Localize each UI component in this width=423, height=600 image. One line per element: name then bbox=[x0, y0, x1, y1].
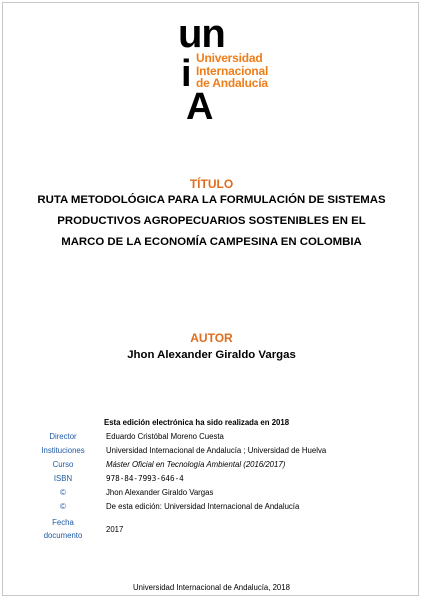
meta-label-copyright-edition: © bbox=[60, 502, 66, 511]
meta-label-date-line1: Fecha bbox=[52, 518, 74, 527]
logo-mark-a: A bbox=[186, 86, 214, 128]
logo-mark-i: i bbox=[181, 53, 192, 95]
author-name: Jhon Alexander Giraldo Vargas bbox=[127, 349, 296, 361]
document-title bbox=[0, 190, 423, 253]
author-label: AUTOR bbox=[190, 331, 233, 345]
meta-value-date: 2017 bbox=[106, 525, 124, 534]
logo-mark-un: un bbox=[178, 12, 225, 56]
edition-note: Esta edición electrónica ha sido realizada en 2018 bbox=[104, 418, 290, 427]
meta-value-copyright-edition: De esta edición: Universidad Internacional de Andalucía bbox=[106, 502, 300, 511]
title-line-3: MARCO DE LA ECONOMÍA CAMPESINA EN COLOMBIA bbox=[61, 236, 362, 248]
meta-label-date-line2: documento bbox=[43, 531, 83, 540]
page-footer: Universidad Internacional de Andalucía, 2018 bbox=[133, 583, 290, 592]
meta-label-director: Director bbox=[49, 432, 77, 441]
meta-value-institutions: Universidad Internacional de Andalucía ; Universidad de Huelva bbox=[106, 446, 327, 455]
meta-label-course: Curso bbox=[52, 460, 74, 469]
title-label: TÍTULO bbox=[189, 177, 234, 191]
meta-value-isbn: 978-84-7993-646-4 bbox=[106, 474, 184, 483]
meta-label-institutions: Instituciones bbox=[41, 446, 85, 455]
meta-value-course: Máster Oficial en Tecnología Ambiental (2016/2017) bbox=[106, 460, 286, 469]
meta-value-director: Eduardo Cristóbal Moreno Cuesta bbox=[106, 432, 224, 441]
meta-value-copyright-author: Jhon Alexander Giraldo Vargas bbox=[106, 488, 214, 497]
unia-logo bbox=[0, 0, 423, 130]
title-line-2: PRODUCTIVOS AGROPECUARIOS SOSTENIBLES EN EL bbox=[57, 215, 366, 227]
logo-org-name bbox=[196, 52, 268, 90]
logo-org-line2: Internacional bbox=[196, 63, 269, 78]
meta-label-isbn: ISBN bbox=[53, 474, 73, 483]
logo-org-line3: de Andalucía bbox=[196, 76, 268, 90]
title-line-1: RUTA METODOLÓGICA PARA LA FORMULACIÓN DE SISTEMAS bbox=[37, 194, 386, 206]
meta-label-date bbox=[28, 516, 98, 542]
logo-org-line1: Universidad bbox=[196, 51, 263, 65]
meta-label-copyright-author: © bbox=[60, 488, 66, 497]
